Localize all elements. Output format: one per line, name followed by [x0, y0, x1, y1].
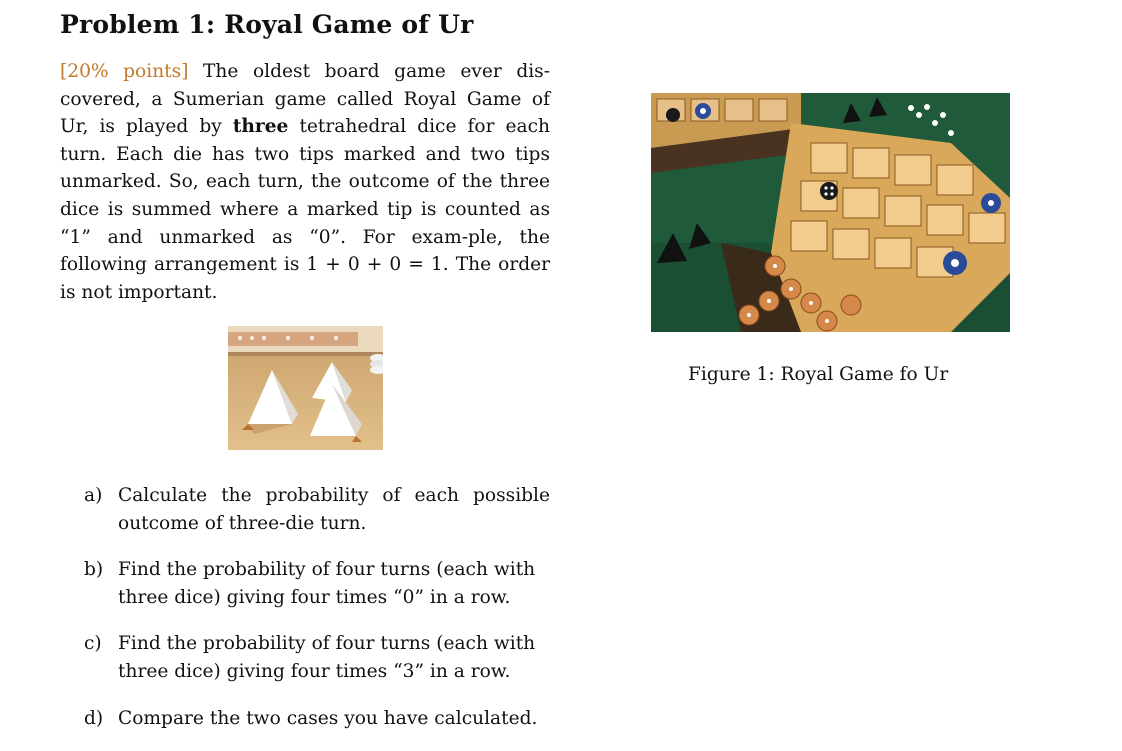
question-item — [84, 482, 604, 537]
question-label: a) — [84, 485, 103, 506]
question-text: Compare the two cases you have calculated. — [118, 707, 538, 729]
dice-photo — [228, 326, 383, 450]
board-photo — [651, 93, 1010, 332]
question-item — [84, 705, 604, 733]
question-item — [84, 556, 604, 611]
question-text: Find the probability of four turns (each with three dice) giving four times “3” in a row. — [118, 633, 536, 682]
figure-caption: Figure 1: Royal Game fo Ur — [688, 364, 949, 385]
problem-title: Problem 1: Royal Game of Ur — [60, 10, 474, 39]
points-label: [20% points] — [60, 61, 189, 82]
question-label: d) — [84, 707, 104, 729]
intro-text-2: tetrahedral dice for each turn. Each die has two tips marked and two tips unmarked. So, each turn, the outcome of the three dice is summed where a marked tip is counted as “1” and unmarked as “0”. For exam-ple, the following arrangement is 1 + 0 + 0 = 1. The order is not important. — [60, 116, 550, 303]
problem-intro — [60, 58, 550, 306]
question-text: Find the probability of four turns (each with three dice) giving four times “0” in a row. — [118, 559, 536, 608]
question-label: c) — [84, 633, 102, 655]
question-text: Calculate the probability of each possible outcome of three-die turn. — [118, 485, 550, 534]
intro-text-1: The oldest board game ever dis-covered, a Sumerian game called Royal Game of Ur, is played by — [60, 61, 551, 138]
question-label: b) — [84, 559, 104, 581]
intro-bold-three: three — [232, 116, 289, 138]
question-item — [84, 630, 604, 685]
question-list — [84, 482, 604, 751]
